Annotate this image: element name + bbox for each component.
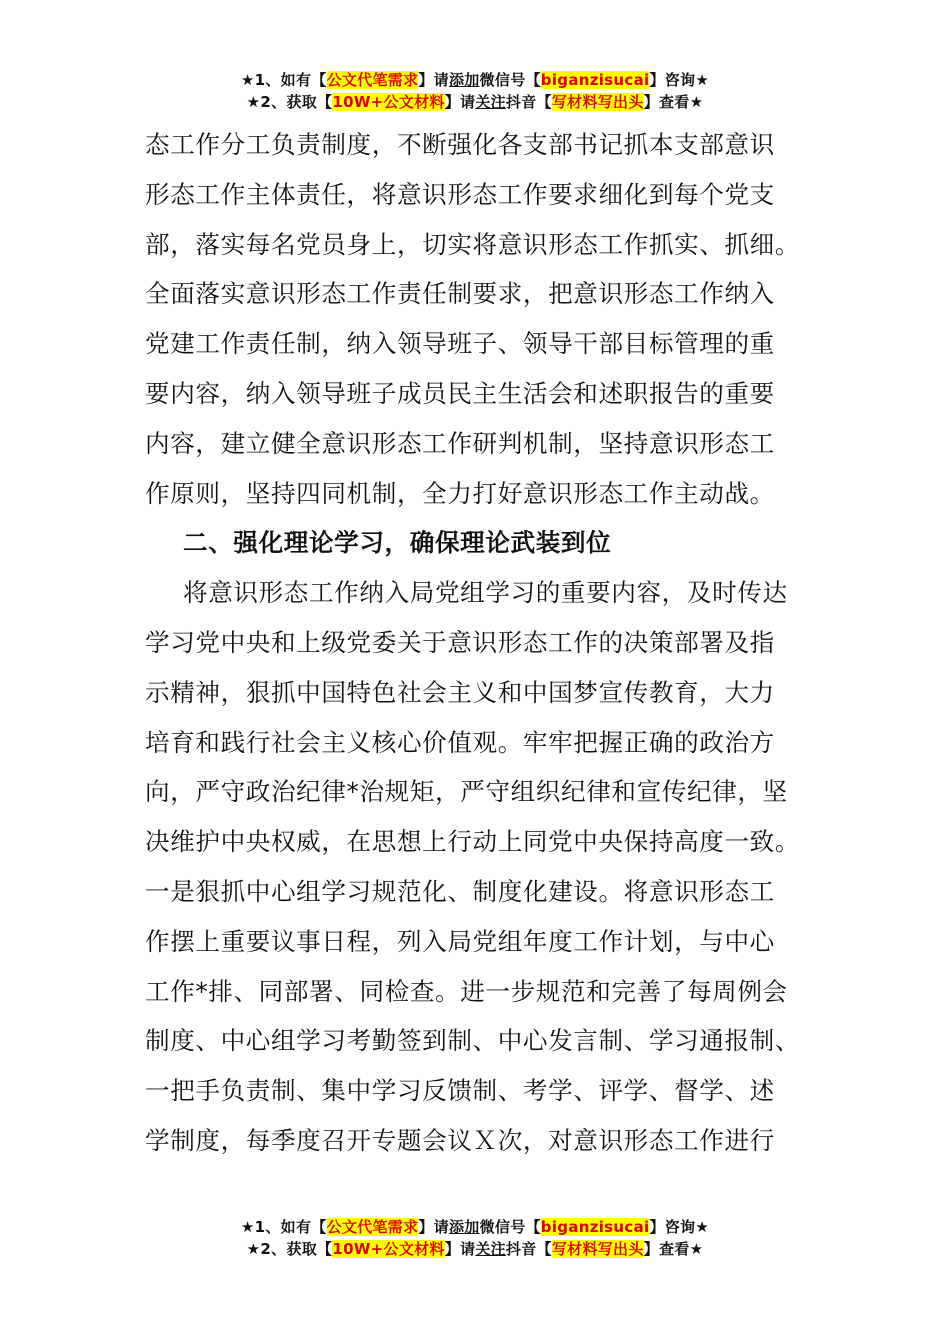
banner-underlined-text: 关注 [475,93,506,111]
banner-highlight: biganzisucai [540,1218,650,1236]
body-line: 决维护中央权威，在思想上行动上同党中央保持高度一致。 [145,827,801,857]
banner-text: 】请 [418,71,449,89]
body-line: 形态工作主体责任，将意识形态工作要求细化到每个党支 [145,179,775,209]
body-line: 将意识形态工作纳入局党组学习的重要内容，及时传达 [183,578,788,608]
body-line: 部，落实每名党员身上，切实将意识形态工作抓实、抓细。 [145,229,801,259]
banner-text: 抖音【 [505,93,552,111]
body-line: 作摆上重要议事日程，列入局党组年度工作计划，与中心 [145,926,775,956]
banner-highlight: biganzisucai [540,71,650,89]
banner-text: ★1、如有【 [240,71,327,89]
banner-highlight: 10W+公文材料 [332,93,445,111]
banner-text: 】咨询★ [649,71,710,89]
banner-text: 】请 [444,1240,476,1258]
banner-text: ★2、获取【 [246,1240,333,1258]
banner-line-2 [0,91,950,113]
banner-highlight: 10W+公文材料 [332,1240,445,1258]
body-line: 态工作分工负责制度，不断强化各支部书记抓本支部意识 [145,130,775,159]
body-line: 向，严守政治纪律*治规矩，严守组织纪律和宣传纪律，坚 [145,777,788,807]
banner-text: ★1、如有【 [240,1218,327,1236]
body-line: 党建工作责任制，纳入领导班子、领导干部目标管理的重 [145,329,775,359]
banner-text: 微信号【 [479,71,541,89]
banner-line-1 [0,69,950,91]
banner-text: 抖音【 [505,1240,552,1258]
banner-text: 】咨询★ [649,1218,710,1236]
body-line: 一是狠抓中心组学习规范化、制度化建设。将意识形态工 [145,876,775,906]
banner-underlined-text: 添加 [448,1218,480,1236]
bottom-banner [0,1216,950,1260]
banner-text: ★2、获取【 [246,93,333,111]
banner-line-1 [0,1216,950,1238]
banner-text: 】请 [418,1218,449,1236]
body-line: 学制度，每季度召开专题会议Ｘ次，对意识形态工作进行 [145,1125,775,1155]
section-heading: 二、强化理论学习，确保理论武装到位 [183,528,612,558]
body-line: 示精神，狠抓中国特色社会主义和中国梦宣传教育，大力 [145,677,775,707]
banner-text: 】请 [444,93,476,111]
body-line: 一把手负责制、集中学习反馈制、考学、评学、督学、述 [145,1076,775,1106]
banner-text: 】查看★ [643,1240,704,1258]
body-line: 要内容，纳入领导班子成员民主生活会和述职报告的重要 [145,378,775,408]
banner-underlined-text: 关注 [475,1240,506,1258]
banner-underlined-text: 添加 [448,71,480,89]
body-line: 培育和践行社会主义核心价值观。牢牢把握正确的政治方 [145,727,775,757]
body-line: 学习党中央和上级党委关于意识形态工作的决策部署及指 [145,627,775,657]
banner-line-2 [0,1238,950,1260]
body-line: 制度、中心组学习考勤签到制、中心发言制、学习通报制、 [145,1026,801,1056]
body-line: 全面落实意识形态工作责任制要求，把意识形态工作纳入 [145,279,775,309]
banner-highlight: 写材料写出头 [551,93,644,111]
document-body [145,120,805,1166]
banner-highlight: 公文代笔需求 [326,71,419,89]
banner-highlight: 写材料写出头 [551,1240,644,1258]
top-banner [0,69,950,113]
body-line: 内容，建立健全意识形态工作研判机制，坚持意识形态工 [145,428,775,458]
banner-highlight: 公文代笔需求 [326,1218,419,1236]
banner-text: 】查看★ [643,93,704,111]
body-line: 工作*排、同部署、同检查。进一步规范和完善了每周例会 [145,976,788,1006]
banner-text: 微信号【 [479,1218,541,1236]
body-line: 作原则，坚持四同机制，全力打好意识形态工作主动战。 [145,478,775,508]
